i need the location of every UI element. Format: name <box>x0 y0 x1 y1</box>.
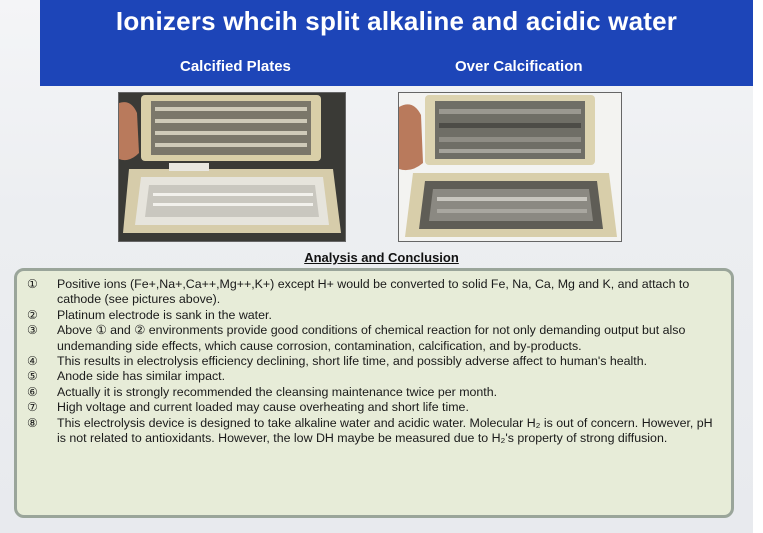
ionizer-plates-photo-1 <box>119 93 345 241</box>
ionizer-plates-photo-2 <box>399 93 621 241</box>
subtitle-over-calcification: Over Calcification <box>455 58 583 75</box>
photo-over-calcification <box>398 92 622 242</box>
photo-calcified-plates <box>118 92 346 242</box>
title-banner <box>40 0 753 86</box>
subtitle-calcified-plates: Calcified Plates <box>180 58 291 75</box>
list-item: ① Positive ions (Fe+,Na+,Ca++,Mg++,K+) except H+ would be converted to solid Fe, Na, Ca, Mg and K, and attach to cathode (see pictures above). <box>27 277 690 307</box>
list-item: ⑥ Actually it is strongly recommended the cleansing maintenance twice per month. <box>27 384 498 399</box>
list-item: ⑤ Anode side has similar impact. <box>27 369 226 384</box>
list-item: ③ Above ① and ② environments provide good conditions of chemical reaction for not only demanding output but also undemanding side effects, which cause corrosion, contamination, calcification, and by-products. <box>27 323 686 353</box>
analysis-box <box>14 268 734 518</box>
page-edge <box>753 0 763 533</box>
list-item: ② Platinum electrode is sank in the water. <box>27 307 272 322</box>
list-item: ⑦ High voltage and current loaded may cause overheating and short life time. <box>27 400 469 415</box>
analysis-heading: Analysis and Conclusion <box>304 250 459 265</box>
analysis-list <box>17 271 731 446</box>
list-item: ⑧ This electrolysis device is designed to take alkaline water and acidic water. Molecular H₂ is out of concern. However, pH is not related to antioxidants. However, the low DH maybe be measured due to H₂'s property of strong diffusion. <box>27 415 713 446</box>
list-item: ④ This results in electrolysis efficiency declining, short life time, and possibly adverse affect to human's health. <box>27 354 648 369</box>
slide-title: Ionizers whcih split alkaline and acidic water <box>115 6 678 36</box>
